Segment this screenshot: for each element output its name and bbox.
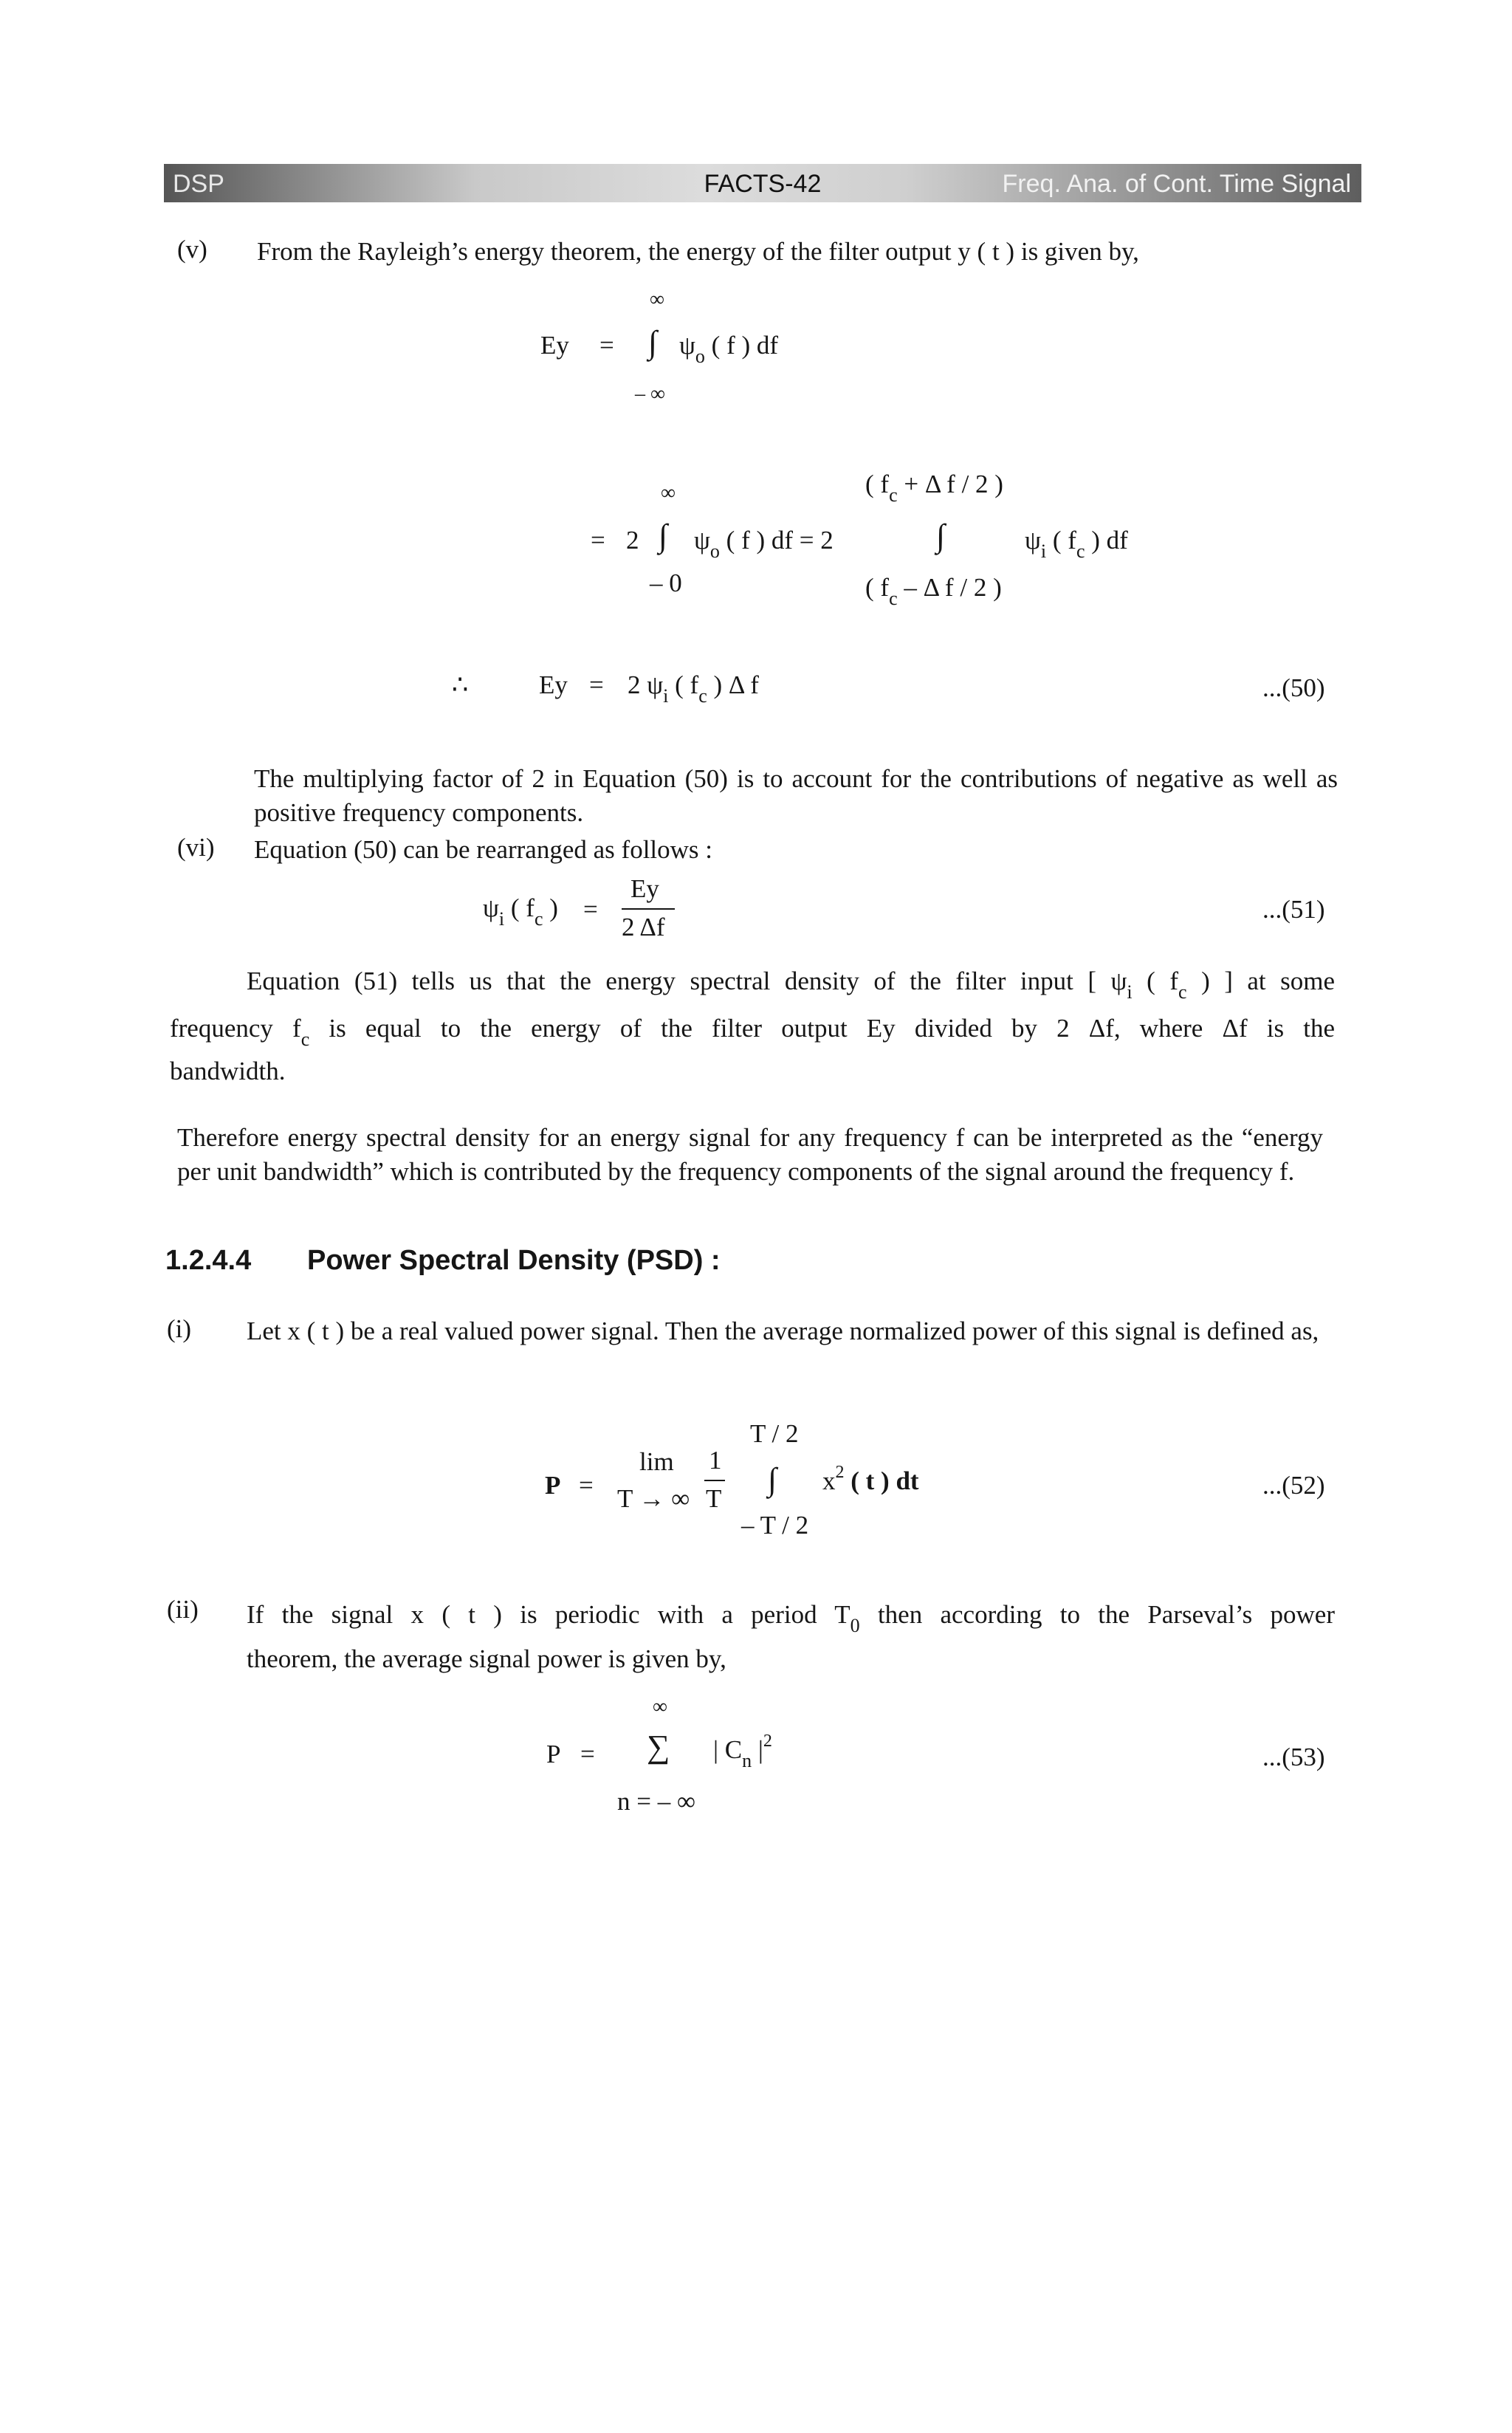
eq50-equals: = xyxy=(589,670,604,699)
eq50-number: ...(50) xyxy=(1262,673,1325,702)
eq52-number: ...(52) xyxy=(1262,1471,1325,1500)
item-v-text: From the Rayleigh’s energy theorem, the energy of the filter output y ( t ) is given by, xyxy=(257,237,1139,266)
eq-ey2-integral-2: ∫ xyxy=(936,518,946,554)
eq52-upper-limit: T / 2 xyxy=(750,1419,799,1448)
eq53-term: | $C_n$ $|^2$ xyxy=(713,1732,772,1771)
eq-ey2-lower-limit-2: ( $f_c$ – Δ f / 2 ) xyxy=(865,573,1002,609)
eq50-rhs: 2 $\psi_i$ ( $f_c$ ) Δ f xyxy=(628,670,759,707)
eq52-integrand: $x^2$ ( t ) dt xyxy=(822,1463,919,1495)
para-eq51-line-1: Equation (51) tells us that the energy spectral density of the filter input [ $\psi_i$ ( $f_c$ ) ] at some xyxy=(247,967,1336,1003)
page-header xyxy=(164,164,1361,202)
item-i-text: Let x ( t ) be a real valued power signal. Then the average normalized power of this signal is defined as, xyxy=(247,1317,1319,1345)
item-v-label: (v) xyxy=(177,235,207,264)
eq-ey1-lhs: Ey xyxy=(540,331,569,360)
eq51-fraction-bar xyxy=(622,908,675,910)
eq52-lower-limit: – T / 2 xyxy=(741,1511,809,1540)
section-number: 1.2.4.4 xyxy=(165,1245,252,1276)
eq50-therefore: ∴ xyxy=(452,670,469,699)
eq51-lhs: $\psi_i$ ( $f_c$ ) xyxy=(483,893,558,930)
eq-ey2-equals: = xyxy=(591,526,605,555)
header-left-text: DSP xyxy=(173,170,224,198)
eq52-lim: lim xyxy=(639,1447,674,1476)
eq-ey1-equals: = xyxy=(599,331,614,360)
item-i-label: (i) xyxy=(167,1314,192,1343)
item-vi-label: (vi) xyxy=(177,833,215,862)
eq-ey2-upper-limit-2: ( $f_c + \Delta$ f / 2 ) xyxy=(865,470,1003,506)
section-title: Power Spectral Density (PSD) : xyxy=(307,1245,721,1276)
eq52-equals: = xyxy=(579,1471,594,1500)
eq-ey2-lower-limit-1: – 0 xyxy=(650,569,682,597)
eq53-lhs: P xyxy=(546,1740,561,1768)
eq-ey2-integrand-2: $\psi_i$ ( $f_c$ ) df xyxy=(1025,526,1128,562)
para-eq51-line-3: bandwidth. xyxy=(170,1057,286,1085)
para-multiplying-factor: The multiplying factor of 2 in Equation (50) is to account for the contributions of negative as well as positive frequency components. xyxy=(254,764,1338,827)
eq-ey1-integral: ∫ xyxy=(648,324,658,360)
eq-ey1-lower-limit: – ∞ xyxy=(635,382,665,405)
eq51-equals: = xyxy=(583,895,598,924)
eq51-numerator: Ey xyxy=(630,874,659,903)
item-ii-line-2: theorem, the average signal power is given by, xyxy=(247,1644,726,1673)
para-eq51-line-2: frequency $f_c$ is equal to the energy of the filter output Ey divided by 2 Δf, where Δf is the xyxy=(170,1014,1336,1050)
eq53-equals: = xyxy=(580,1740,595,1768)
eq53-number: ...(53) xyxy=(1262,1743,1325,1771)
eq52-fraction-bar xyxy=(704,1480,725,1481)
eq52-lhs: P xyxy=(545,1471,561,1500)
eq51-denominator: 2 Δf xyxy=(622,913,665,941)
item-ii-line-1: If the signal x ( t ) is periodic with a period $T_0$ then according to the Parseval’s power xyxy=(247,1600,1335,1636)
eq-ey2-integrand-1: $\psi_o$ ( f ) df = 2 xyxy=(694,526,834,562)
item-ii-label: (ii) xyxy=(167,1595,199,1624)
eq-ey2-two: 2 xyxy=(626,526,639,555)
eq52-lim-subscript: T → ∞ xyxy=(617,1484,690,1513)
eq53-sigma: ∑ xyxy=(647,1729,670,1765)
eq52-fraction-denominator: T xyxy=(706,1484,722,1513)
eq52-fraction-numerator: 1 xyxy=(709,1446,722,1475)
header-center-text: FACTS-42 xyxy=(704,170,822,198)
eq50-lhs: Ey xyxy=(539,670,568,699)
eq53-upper-limit: ∞ xyxy=(653,1695,667,1718)
eq-ey2-upper-limit-1: ∞ xyxy=(661,481,676,504)
eq53-lower-limit: n = – ∞ xyxy=(617,1787,695,1816)
eq-ey1-integrand: $\psi_o$ ( f ) df xyxy=(679,331,779,367)
item-vi-text: Equation (50) can be rearranged as follows : xyxy=(254,835,713,864)
eq-ey2-integral-1: ∫ xyxy=(659,518,668,554)
eq51-number: ...(51) xyxy=(1262,895,1325,924)
header-right-text: Freq. Ana. of Cont. Time Signal xyxy=(1002,170,1351,198)
eq52-integral: ∫ xyxy=(768,1461,777,1497)
para-therefore: Therefore energy spectral density for an energy signal for any frequency f can be interpreted as the “energy per unit bandwidth” which is contributed by the frequency components of the signal around the frequency f. xyxy=(177,1123,1323,1186)
eq-ey1-upper-limit: ∞ xyxy=(650,288,664,311)
